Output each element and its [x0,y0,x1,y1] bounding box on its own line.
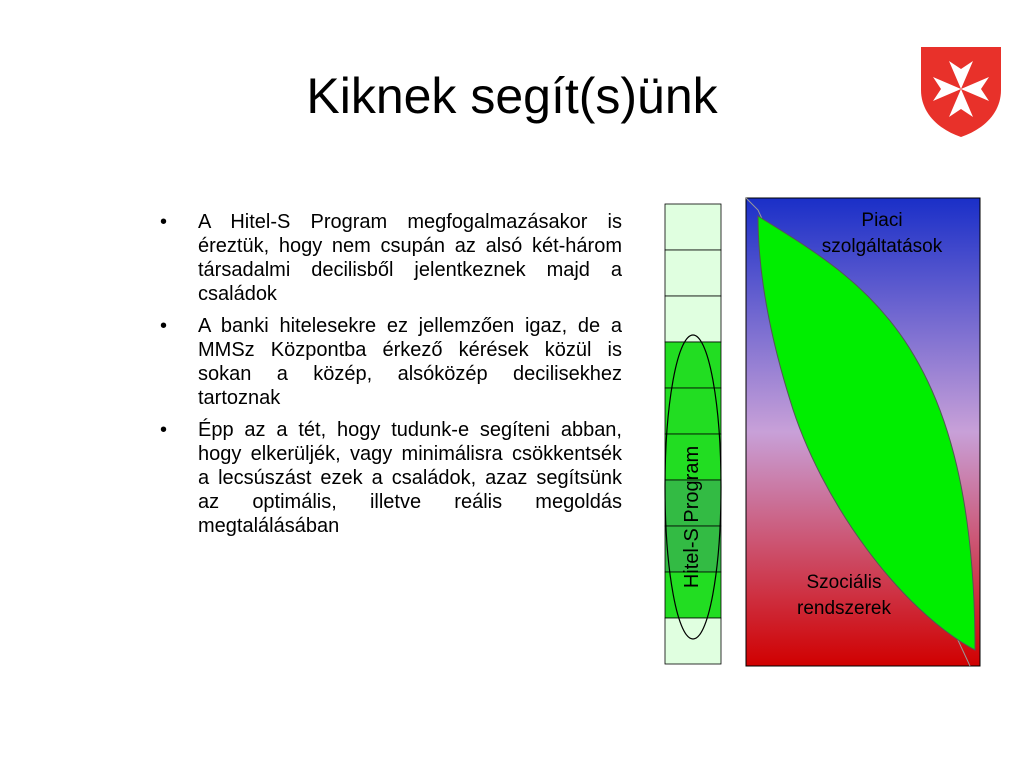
slide-title: Kiknek segít(s)ünk [306,68,718,124]
social-systems-label: Szociális rendszerek [797,572,891,619]
bullet-dot: • [160,419,168,441]
decile-cell [665,250,721,296]
bullet-text: A Hitel-S Program megfogalmazásakor is éreztük, hogy nem csupán az alsó két-három társadalmi decilisből jelentkeznek majd a családok [198,211,622,305]
bullet-item [160,314,622,410]
bullet-text: A banki hitelesekre ez jellemzően igaz, de a MMSz Központba érkező kérések közül is sokan a közép, alsóközép decilisekhez tartoznak [198,315,622,409]
decile-cell [665,204,721,250]
market-services-label: Piaci szolgáltatások [821,210,943,257]
maltese-cross-logo [918,44,1004,140]
bullet-dot: • [160,211,168,233]
bullet-text: Épp az a tét, hogy tudunk-e segíteni abban, hogy elkerüljék, vagy minimálisra csökkentsék a lecsúszást ezek a családok, azaz segítsünk az optimális, illetve reális megoldás megtalálásában [198,419,622,537]
bullet-dot: • [160,315,168,337]
bullet-list [160,210,622,546]
bullet-item [160,210,622,306]
bullet-item [160,418,622,538]
program-label: Hitel-S Program [681,445,703,589]
